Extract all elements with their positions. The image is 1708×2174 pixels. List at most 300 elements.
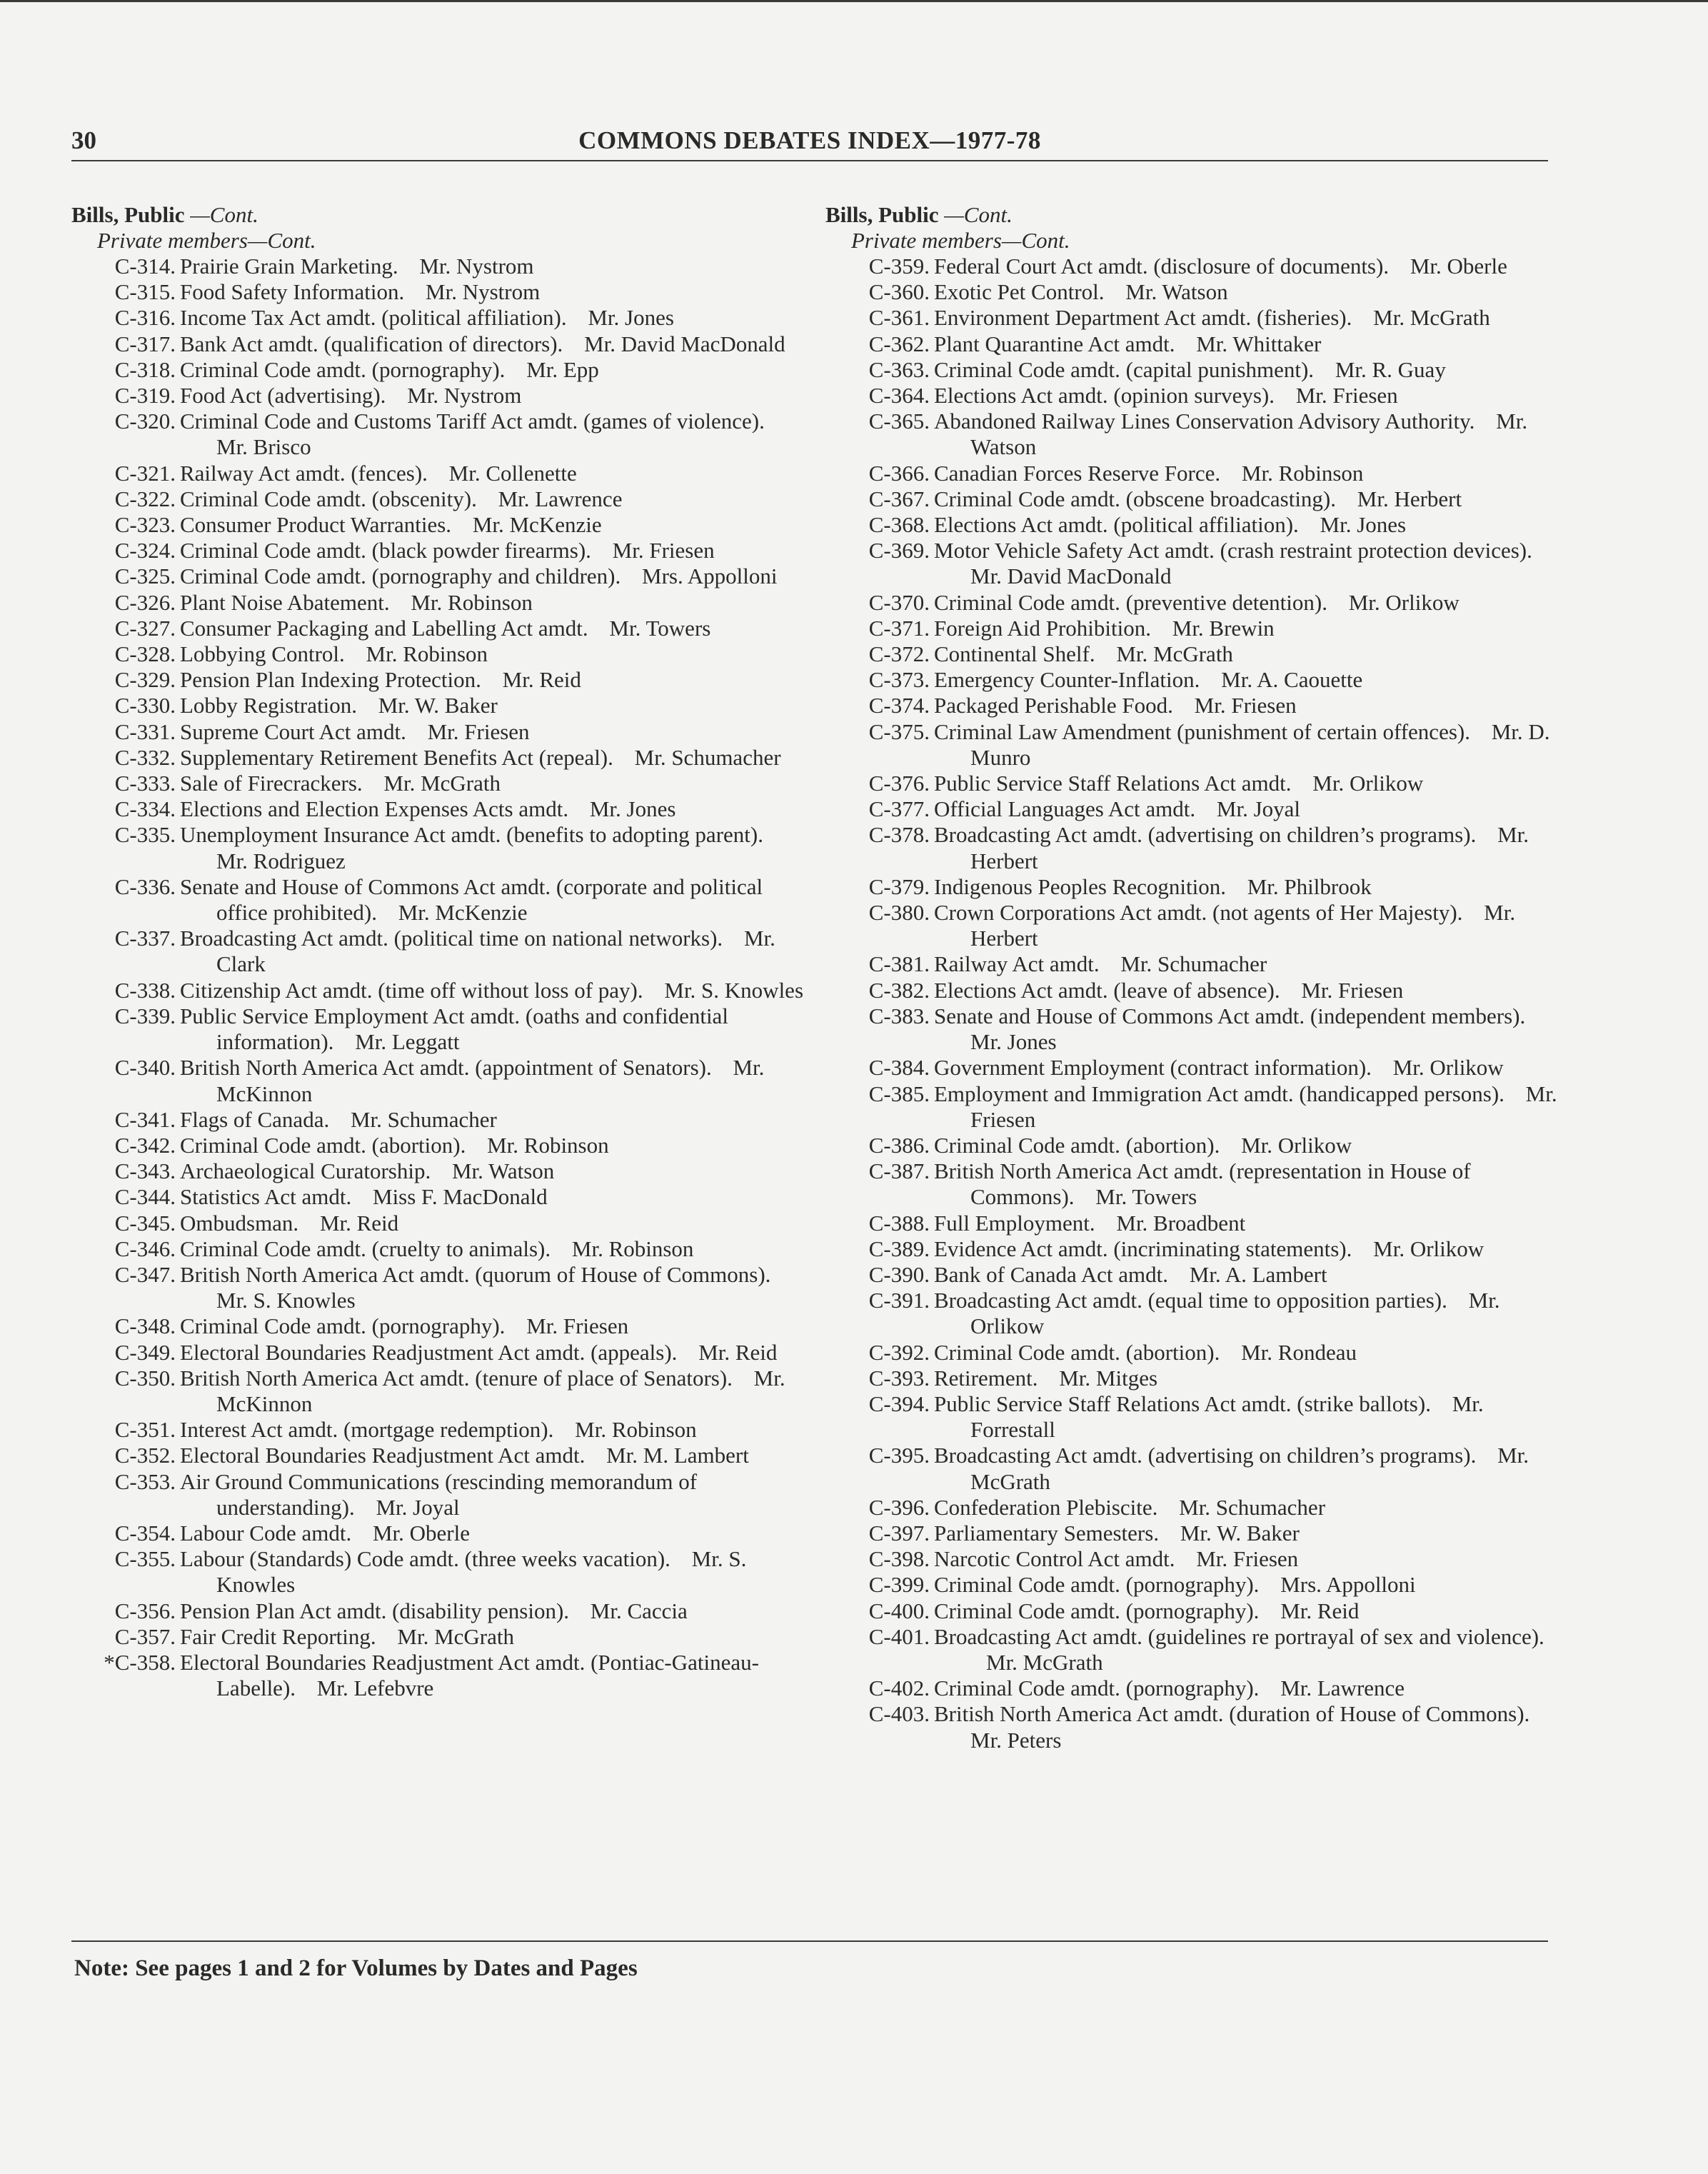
index-entry xyxy=(825,1598,1561,1624)
sponsor-member: Mr. Clark xyxy=(216,926,775,977)
bill-title: Official Languages Act amdt. xyxy=(934,796,1196,822)
sponsor-member: Mr. Watson xyxy=(970,409,1528,460)
bill-number: C-355. xyxy=(114,1546,176,1572)
footer-rule xyxy=(71,1940,1548,1942)
bill-description xyxy=(180,1211,807,1236)
bill-description xyxy=(180,1650,807,1701)
section-heading xyxy=(825,202,1561,228)
bill-description xyxy=(934,1675,1561,1701)
bill-title: Exotic Pet Control. xyxy=(934,279,1105,305)
index-entry xyxy=(825,1443,1561,1494)
bill-description xyxy=(934,822,1561,873)
index-entry xyxy=(71,796,807,822)
sponsor-member: Mr. Schumacher xyxy=(1179,1494,1326,1520)
bill-title: Criminal Code amdt. (capital punishment). xyxy=(934,356,1315,382)
sponsor-member: Mr. McGrath xyxy=(383,771,501,796)
bill-description xyxy=(934,538,1561,589)
index-entry xyxy=(825,254,1561,279)
heading-cont: —Cont. xyxy=(944,202,1013,227)
bill-number: C-347. xyxy=(114,1261,176,1287)
index-entry xyxy=(825,1081,1561,1133)
bill-description xyxy=(934,1158,1561,1210)
index-entry xyxy=(825,1521,1561,1546)
sponsor-member: Mr. Jones xyxy=(589,796,676,822)
index-entry xyxy=(71,563,807,589)
bill-description xyxy=(934,1391,1561,1443)
index-entry xyxy=(71,1313,807,1339)
bill-title: Supreme Court Act amdt. xyxy=(180,718,406,744)
index-entry xyxy=(825,279,1561,305)
bill-description xyxy=(180,1521,807,1546)
bill-title: Broadcasting Act amdt. (guidelines re portrayal of sex and violence). xyxy=(934,1623,1544,1649)
bill-description xyxy=(180,926,807,977)
bill-description xyxy=(934,616,1561,641)
left-column xyxy=(71,202,807,1701)
bill-title: Criminal Code amdt. (obscenity). xyxy=(180,486,477,511)
index-entry xyxy=(825,1158,1561,1210)
sponsor-member: Mr. Oberle xyxy=(372,1520,470,1546)
index-entry xyxy=(825,616,1561,641)
bill-title: Federal Court Act amdt. (disclosure of documents). xyxy=(934,254,1390,279)
bill-description xyxy=(180,1184,807,1210)
bill-title: Ombudsman. xyxy=(180,1210,299,1236)
sponsor-member: Mr. Nystrom xyxy=(407,383,522,409)
bill-description xyxy=(934,1288,1561,1339)
bill-number: C-349. xyxy=(114,1339,176,1365)
sponsor-member: Mr. D. Munro xyxy=(970,718,1550,770)
bill-number: C-383. xyxy=(868,1003,930,1028)
sponsor-member: Mr. Orlikow xyxy=(1373,1236,1485,1261)
bill-title: Statistics Act amdt. xyxy=(180,1184,352,1210)
sponsor-member: Mr. Reid xyxy=(502,667,581,693)
bill-number: C-373. xyxy=(868,667,930,693)
index-entry xyxy=(71,719,807,745)
sponsor-member: Mr. McKenzie xyxy=(472,512,602,538)
bill-title: British North America Act amdt. (appointment of Senators). xyxy=(180,1055,712,1081)
bill-description xyxy=(934,771,1561,796)
index-entry xyxy=(825,409,1561,460)
bill-title: British North America Act amdt. (tenure of place of Senators). xyxy=(180,1365,733,1391)
bill-description xyxy=(180,1443,807,1468)
footer-note: Note: See pages 1 and 2 for Volumes by Dates and Pages xyxy=(74,1955,638,1981)
sponsor-member: Mr. Reid xyxy=(698,1339,778,1365)
index-entry xyxy=(825,1211,1561,1236)
bill-number: C-361. xyxy=(868,305,930,331)
sponsor-member: Mr. Robinson xyxy=(571,1236,694,1261)
bill-title: Plant Noise Abatement. xyxy=(180,589,390,615)
bill-title: Electoral Boundaries Readjustment Act amdt. (Pontiac-Gatineau-Labelle). xyxy=(180,1649,759,1701)
bill-number: C-368. xyxy=(868,512,930,538)
bill-number: C-374. xyxy=(868,693,930,718)
bill-title: Criminal Code amdt. (abortion). xyxy=(180,1132,466,1158)
bill-title: Criminal Code amdt. (abortion). xyxy=(934,1339,1220,1365)
index-entry xyxy=(825,951,1561,977)
sponsor-member: Mr. A. Lambert xyxy=(1189,1261,1327,1287)
bill-title: Supplementary Retirement Benefits Act (repeal). xyxy=(180,744,613,770)
bill-number: C-402. xyxy=(868,1675,930,1701)
sponsor-member: Mr. Friesen xyxy=(1194,693,1297,718)
index-entry xyxy=(71,538,807,563)
bill-title: Government Employment (contract information). xyxy=(934,1055,1372,1081)
bill-description xyxy=(180,538,807,563)
index-entry xyxy=(71,1211,807,1236)
index-entry xyxy=(825,486,1561,512)
bill-title: Narcotic Control Act amdt. xyxy=(934,1546,1175,1572)
index-entry xyxy=(71,1133,807,1158)
bill-number: C-385. xyxy=(868,1081,930,1106)
bill-number: C-403. xyxy=(868,1701,930,1727)
index-entry xyxy=(71,331,807,357)
index-entry xyxy=(71,305,807,331)
bill-description xyxy=(934,1211,1561,1236)
bill-number: C-370. xyxy=(868,589,930,615)
bill-description xyxy=(180,719,807,745)
sponsor-member: Mr. A. Caouette xyxy=(1221,667,1363,693)
sponsor-member: Mr. Mitges xyxy=(1059,1365,1158,1391)
sponsor-member: Mr. Orlikow xyxy=(1241,1132,1352,1158)
index-entry xyxy=(825,1675,1561,1701)
index-entry xyxy=(825,1495,1561,1521)
bill-title: Criminal Code amdt. (pornography and children). xyxy=(180,563,621,589)
bill-description xyxy=(934,357,1561,383)
bill-title: Bank Act amdt. (qualification of directors). xyxy=(180,331,563,356)
index-entry xyxy=(71,1340,807,1366)
index-entry xyxy=(825,383,1561,409)
index-entry xyxy=(71,1417,807,1443)
bill-description xyxy=(180,1158,807,1184)
bill-number: C-328. xyxy=(114,641,176,667)
index-entry xyxy=(825,641,1561,667)
bill-description xyxy=(934,951,1561,977)
bill-title: Criminal Code amdt. (black powder firearms). xyxy=(180,538,591,563)
bill-number: C-319. xyxy=(114,383,176,409)
bill-number: C-322. xyxy=(114,486,176,511)
sponsor-member: Mr. Jones xyxy=(588,305,674,331)
entry-list xyxy=(825,254,1561,1753)
bill-number: C-382. xyxy=(868,977,930,1003)
bill-title: Criminal Code amdt. (pornography). xyxy=(180,356,506,382)
sponsor-member: Mr. Joyal xyxy=(376,1494,460,1520)
index-entry xyxy=(71,1003,807,1055)
index-entry xyxy=(825,1546,1561,1572)
bill-description xyxy=(934,279,1561,305)
bill-number: C-329. xyxy=(114,667,176,693)
sponsor-member: Mr. Robinson xyxy=(411,589,533,615)
bill-title: Emergency Counter-Inflation. xyxy=(934,667,1200,693)
bill-description xyxy=(180,305,807,331)
bill-title: Electoral Boundaries Readjustment Act amdt. xyxy=(180,1443,586,1468)
bill-number: C-318. xyxy=(114,356,176,382)
subsection-heading: Private members—Cont. xyxy=(97,228,316,253)
bill-title: Indigenous Peoples Recognition. xyxy=(934,873,1226,899)
sponsor-member: Mr. Rodriguez xyxy=(216,848,346,873)
bill-number: C-386. xyxy=(868,1132,930,1158)
page-header xyxy=(71,123,1548,159)
bill-number: C-315. xyxy=(114,279,176,305)
sponsor-member: Mr. R. Guay xyxy=(1335,356,1446,382)
bill-number: C-334. xyxy=(114,796,176,822)
bill-title: Prairie Grain Marketing. xyxy=(180,254,398,279)
bill-number: C-352. xyxy=(114,1443,176,1468)
sponsor-member: Mr. M. Lambert xyxy=(606,1443,749,1468)
bill-number: C-323. xyxy=(114,512,176,538)
bill-description xyxy=(180,590,807,616)
sponsor-member: Mr. Reid xyxy=(1280,1598,1360,1623)
index-entry xyxy=(71,1521,807,1546)
bill-number: C-337. xyxy=(114,926,176,951)
index-entry xyxy=(71,641,807,667)
bill-number: C-340. xyxy=(114,1055,176,1081)
bill-description xyxy=(180,1262,807,1313)
bill-title: Abandoned Railway Lines Conservation Advisory Authority. xyxy=(934,409,1475,434)
index-entry xyxy=(71,978,807,1003)
bill-title: Criminal Code amdt. (pornography). xyxy=(934,1572,1260,1598)
heading-label: Bills, Public xyxy=(71,202,185,227)
bill-description xyxy=(180,616,807,641)
bill-description xyxy=(934,305,1561,331)
sponsor-member: Mr. Philbrook xyxy=(1247,873,1372,899)
bill-number: C-400. xyxy=(868,1598,930,1623)
index-entry xyxy=(71,279,807,305)
bill-description xyxy=(934,1495,1561,1521)
index-entry xyxy=(825,1288,1561,1339)
bill-description xyxy=(180,822,807,873)
index-entry xyxy=(825,331,1561,357)
bill-title: Criminal Code amdt. (pornography). xyxy=(934,1598,1260,1623)
sponsor-member: Mr. Friesen xyxy=(970,1081,1557,1132)
sponsor-member: Mr. Collenette xyxy=(448,460,577,486)
bill-description xyxy=(180,1313,807,1339)
bill-title: Evidence Act amdt. (incriminating statements). xyxy=(934,1236,1352,1261)
bill-number: C-379. xyxy=(868,873,930,899)
bill-description xyxy=(934,641,1561,667)
sponsor-member: Mr. Oberle xyxy=(1410,254,1507,279)
sponsor-member: Mr. Robinson xyxy=(575,1417,697,1443)
bill-number: C-331. xyxy=(114,718,176,744)
bill-number: C-387. xyxy=(868,1158,930,1184)
bill-title: Elections Act amdt. (leave of absence). xyxy=(934,977,1280,1003)
bill-description xyxy=(934,1340,1561,1366)
bill-title: Criminal Law Amendment (punishment of certain offences). xyxy=(934,718,1470,744)
bill-description xyxy=(934,978,1561,1003)
bill-number: C-367. xyxy=(868,486,930,511)
sponsor-member: Mr. McKenzie xyxy=(398,900,528,926)
bill-description xyxy=(180,1003,807,1055)
sponsor-member: Mr. Robinson xyxy=(366,641,488,667)
index-entry xyxy=(825,1340,1561,1366)
bill-description xyxy=(180,1340,807,1366)
bill-description xyxy=(180,1546,807,1598)
index-entry xyxy=(825,461,1561,486)
bill-title: Labour Code amdt. xyxy=(180,1520,352,1546)
bill-description xyxy=(180,279,807,305)
sponsor-member: Mr. W. Baker xyxy=(1180,1520,1300,1546)
bill-number: C-326. xyxy=(114,589,176,615)
sponsor-member: Mrs. Appolloni xyxy=(642,563,778,589)
bill-description xyxy=(180,1236,807,1262)
sponsor-member: Mr. Friesen xyxy=(1295,383,1398,409)
index-entry xyxy=(71,1443,807,1468)
sponsor-member: Mr. S. Knowles xyxy=(664,977,804,1003)
sponsor-member: Mr. McKinnon xyxy=(216,1365,785,1416)
sponsor-member: Mr. Rondeau xyxy=(1241,1339,1357,1365)
bill-description xyxy=(934,796,1561,822)
bill-title: Pension Plan Act amdt. (disability pension). xyxy=(180,1598,570,1623)
bill-number: C-360. xyxy=(868,279,930,305)
index-entry xyxy=(71,590,807,616)
bill-number: C-377. xyxy=(868,796,930,822)
sponsor-member: Mr. Broadbent xyxy=(1116,1210,1246,1236)
bill-title: Canadian Forces Reserve Force. xyxy=(934,460,1221,486)
bill-title: Full Employment. xyxy=(934,1210,1095,1236)
bill-number: C-389. xyxy=(868,1236,930,1261)
sponsor-member: Mr. Friesen xyxy=(526,1313,629,1339)
bill-description xyxy=(934,254,1561,279)
index-entry xyxy=(71,1546,807,1598)
bill-description xyxy=(934,331,1561,357)
sponsor-member: Mr. McGrath xyxy=(1116,641,1233,667)
bill-number: C-362. xyxy=(868,331,930,356)
bill-title: Senate and House of Commons Act amdt. (corporate and political office prohibited). xyxy=(180,873,763,926)
bill-title: Employment and Immigration Act amdt. (handicapped persons). xyxy=(934,1081,1504,1106)
bill-title: Foreign Aid Prohibition. xyxy=(934,615,1151,641)
sponsor-member: Mr. David MacDonald xyxy=(584,331,785,356)
bill-number: C-346. xyxy=(114,1236,176,1261)
index-entry xyxy=(71,1184,807,1210)
bill-number: C-345. xyxy=(114,1210,176,1236)
index-entry xyxy=(71,1469,807,1521)
bill-description xyxy=(180,486,807,512)
index-entry xyxy=(71,1624,807,1650)
bill-title: Broadcasting Act amdt. (political time on national networks). xyxy=(180,926,723,951)
bill-description xyxy=(180,1366,807,1417)
bill-description xyxy=(934,667,1561,693)
bill-number: C-316. xyxy=(114,305,176,331)
sponsor-member: Mr. Friesen xyxy=(1301,977,1404,1003)
index-entry xyxy=(71,254,807,279)
index-entry xyxy=(825,1133,1561,1158)
bill-description xyxy=(934,1003,1561,1055)
bill-description xyxy=(180,461,807,486)
sponsor-member: Mr. David MacDonald xyxy=(970,563,1172,589)
bill-number: C-341. xyxy=(114,1106,176,1132)
bill-title: Plant Quarantine Act amdt. xyxy=(934,331,1175,356)
index-entry xyxy=(825,1236,1561,1262)
sponsor-member: Mr. Lawrence xyxy=(498,486,623,511)
sponsor-member: Mr. Watson xyxy=(1125,279,1228,305)
index-entry xyxy=(71,383,807,409)
bill-description xyxy=(934,693,1561,718)
bill-title: Retirement. xyxy=(934,1365,1038,1391)
index-entry xyxy=(825,667,1561,693)
index-entry xyxy=(825,1572,1561,1598)
index-entry xyxy=(825,771,1561,796)
index-entry xyxy=(71,512,807,538)
bill-number: C-390. xyxy=(868,1261,930,1287)
bill-title: Interest Act amdt. (mortgage redemption). xyxy=(180,1417,554,1443)
index-entry xyxy=(71,874,807,926)
bill-title: Pension Plan Indexing Protection. xyxy=(180,667,481,693)
sponsor-member: Mr. Schumacher xyxy=(350,1106,497,1132)
bill-number: C-336. xyxy=(114,873,176,899)
sponsor-member: Mr. Jones xyxy=(1320,512,1407,538)
index-entry xyxy=(71,616,807,641)
sponsor-member: Mr. Lefebvre xyxy=(316,1675,434,1701)
bill-number: C-376. xyxy=(868,771,930,796)
sponsor-member: Mrs. Appolloni xyxy=(1280,1572,1416,1598)
sponsor-member: Mr. McGrath xyxy=(397,1623,514,1649)
bill-description xyxy=(180,1624,807,1650)
bill-title: Broadcasting Act amdt. (advertising on children’s programs). xyxy=(934,1443,1477,1468)
bill-number: C-357. xyxy=(114,1623,176,1649)
sponsor-member: Mr. Nystrom xyxy=(419,254,534,279)
sponsor-member: Mr. W. Baker xyxy=(378,693,498,718)
bill-description xyxy=(934,900,1561,951)
bill-number: C-388. xyxy=(868,1210,930,1236)
bill-description xyxy=(180,978,807,1003)
bill-title: Senate and House of Commons Act amdt. (independent members). xyxy=(934,1003,1526,1028)
sponsor-member: Mr. Forrestall xyxy=(970,1391,1484,1443)
index-entry xyxy=(71,1055,807,1106)
page-number: 30 xyxy=(71,126,96,154)
header-rule xyxy=(71,160,1548,161)
bill-description xyxy=(934,409,1561,460)
bill-description xyxy=(180,771,807,796)
index-entry xyxy=(825,1003,1561,1055)
bill-title: Criminal Code amdt. (abortion). xyxy=(934,1132,1220,1158)
bill-number: C-392. xyxy=(868,1339,930,1365)
bill-title: Lobby Registration. xyxy=(180,693,357,718)
bill-description xyxy=(934,486,1561,512)
bill-number: C-395. xyxy=(868,1443,930,1468)
bill-title: Criminal Code and Customs Tariff Act amdt. (games of violence). xyxy=(180,409,765,434)
sponsor-member: Mr. Leggatt xyxy=(355,1029,460,1055)
bill-title: Railway Act amdt. xyxy=(934,951,1100,977)
bill-description xyxy=(934,461,1561,486)
bill-title: Consumer Product Warranties. xyxy=(180,512,452,538)
bill-title: Criminal Code amdt. (pornography). xyxy=(934,1675,1260,1701)
sponsor-member: Mr. Friesen xyxy=(427,718,530,744)
sponsor-member: Mr. Herbert xyxy=(970,900,1516,951)
bill-number: C-380. xyxy=(868,900,930,926)
bill-description xyxy=(934,1624,1561,1675)
sponsor-member: Mr. Robinson xyxy=(487,1132,609,1158)
bill-title: Air Ground Communications (rescinding memorandum of understanding). xyxy=(180,1468,698,1520)
sponsor-member: Mr. Caccia xyxy=(590,1598,688,1623)
bill-number: C-378. xyxy=(868,822,930,848)
sponsor-member: Mr. McGrath xyxy=(1373,305,1490,331)
sponsor-member: Mr. Towers xyxy=(1095,1184,1197,1210)
bill-title: Bank of Canada Act amdt. xyxy=(934,1261,1168,1287)
bill-title: Packaged Perishable Food. xyxy=(934,693,1173,718)
index-entry xyxy=(71,357,807,383)
index-entry xyxy=(825,1262,1561,1288)
bill-number: C-399. xyxy=(868,1572,930,1598)
bill-description xyxy=(180,1417,807,1443)
bill-description xyxy=(934,1081,1561,1133)
sponsor-member: Mr. Lawrence xyxy=(1280,1675,1405,1701)
bill-number: C-371. xyxy=(868,615,930,641)
bill-title: Elections Act amdt. (political affiliation). xyxy=(934,512,1299,538)
bill-number: C-364. xyxy=(868,383,930,409)
index-entry xyxy=(825,822,1561,873)
bill-description xyxy=(180,1133,807,1158)
sponsor-member: Mr. Orlikow xyxy=(1348,589,1460,615)
index-entry xyxy=(71,1107,807,1133)
index-entry xyxy=(825,1701,1561,1753)
bill-number: C-381. xyxy=(868,951,930,977)
bill-number: C-317. xyxy=(114,331,176,356)
